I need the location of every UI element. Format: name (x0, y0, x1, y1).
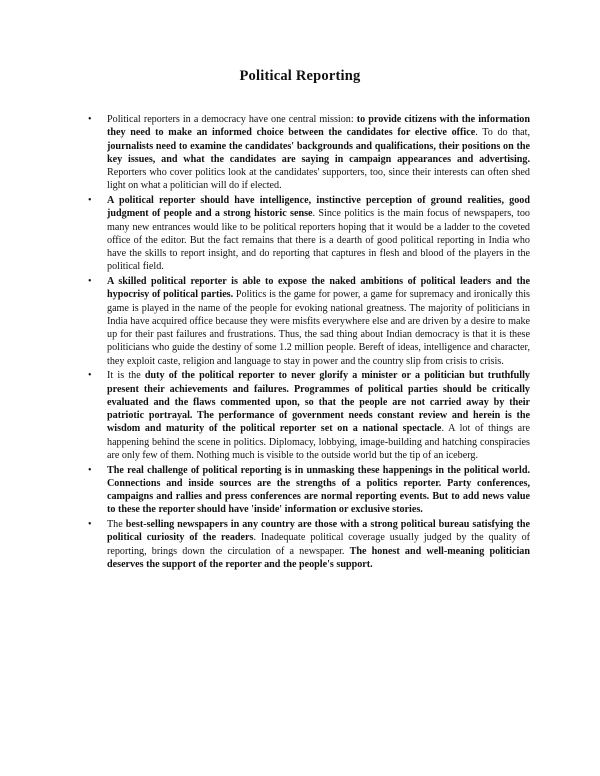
text-segment: Politics is the game for power, a game for supremacy and ironically this game is played in the name of the people for evoking national greatness. The majority of politicians in India have acquired office because they were misfits everywhere else and are driven by a desire to make up for their past failures and frustrations. Thus, the sad thing about Indian democracy is that it is these politicians who guide the destiny of some 1.2 million people. Bereft of ideas, intelligence and character, they exploit caste, religion and language to stay in power and the country slip from crisis to crisis. (107, 289, 530, 367)
bullet-dot-icon: • (88, 370, 92, 382)
bold-text-segment: A political reporter should have intelligence, instinctive perception of ground realities, good judgment of people and a strong historic sense (107, 195, 530, 220)
text-segment: The (107, 519, 126, 530)
bold-text-segment: best-selling newspapers in any country are those with a strong political bureau satisfying the political curiosity of the readers (107, 519, 530, 544)
bullet-item (88, 369, 530, 462)
bold-text-segment: The real challenge of political reporting is in unmasking these happenings in the political world. Connections and inside sources are the strengths of a politics reporter. Party conferences, campaigns and rallies and press conferences are normal reporting events. But to add news value to these the reporter should have 'inside' information or exclusive stories. (107, 464, 530, 516)
bullet-list (88, 113, 530, 573)
bold-text-segment: A skilled political reporter is able to expose the naked ambitions of political leaders and the hypocrisy of political parties. (107, 276, 530, 301)
bold-text-segment: journalists need to examine the candidates' backgrounds and qualifications, their positions on the key issues, and what the candidates are saying in campaign appearances and advertising. (107, 140, 530, 165)
bullet-item (88, 113, 530, 193)
bullet-item (88, 194, 530, 274)
text-segment: Reporters who cover politics look at the candidates' supporters, too, since their interests can often shed light on what a politician will do if elected. (107, 167, 530, 192)
text-segment: Political reporters in a democracy have one central mission: (107, 114, 357, 125)
text-segment: . Inadequate political coverage usually judged by the quality of reporting, brings down the circulation of a newspaper. (107, 532, 530, 557)
bullet-item (88, 275, 530, 368)
text-segment: . Since politics is the main focus of newspapers, too many new entrances would like to be political reporters hoping that it would be a ladder to the coveted office of the editor. But the fact remains that there is a dearth of good political reporting in India who have the skills to report insight, and do reporting that captures in flesh and blood of the players in the political field. (107, 208, 530, 273)
bullet-item (88, 518, 530, 571)
bullet-dot-icon: • (88, 114, 92, 125)
text-segment: . To do that, (475, 127, 530, 139)
bold-text-segment: The honest and well-meaning politician deserves the support of the reporter and the people's support. (107, 545, 530, 570)
bullet-dot-icon: • (88, 519, 92, 530)
bold-text-segment: duty of the political reporter to never glorify a minister or a politician but truthfully present their achievements and failures. Programmes of political parties should be critically evaluated and the flaws commented upon, so that the people are not carried away by their patriotic portrayal. The performance of government needs constant review and herein is the wisdom and maturity of the political reporter set on a national spectacle (107, 370, 530, 435)
bold-text-segment: to provide citizens with the information they need to make an informed choice between the candidates for elective office (107, 114, 530, 139)
bullet-dot-icon: • (88, 195, 92, 206)
text-segment: It is the (107, 370, 145, 382)
bullet-item (88, 464, 530, 517)
bullet-dot-icon: • (88, 464, 92, 476)
text-segment: . A lot of things are happening behind the scene in politics. Diplomacy, lobbying, image-building and hatching conspiracies are only few of them. Nothing much is visible to the outside world but the tip of an iceberg. (107, 423, 530, 461)
bullet-dot-icon: • (88, 276, 92, 287)
page-title: Political Reporting (239, 68, 361, 84)
